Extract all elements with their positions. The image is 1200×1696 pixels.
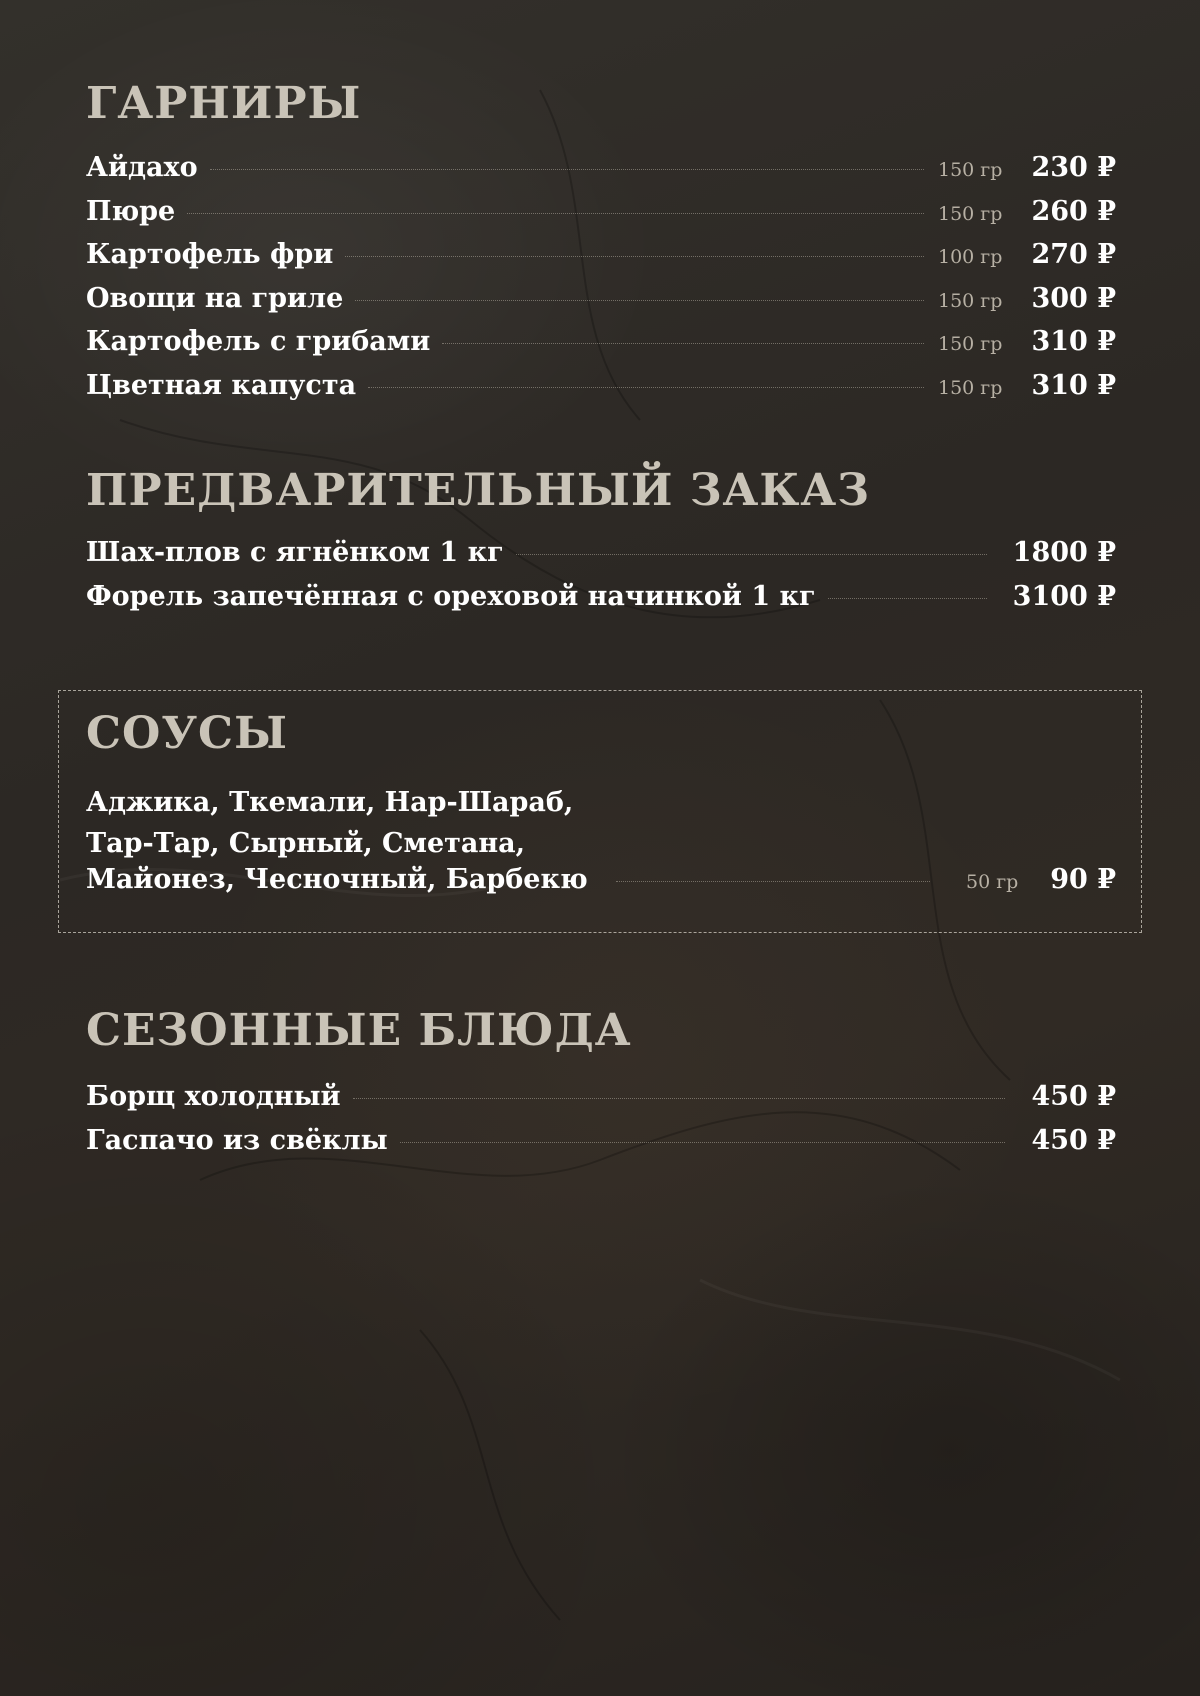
item-name: Гаспачо из свёклы [86, 1124, 388, 1156]
menu-item [86, 1125, 1116, 1169]
sauces-list [86, 782, 1116, 905]
sauce-price-row [86, 864, 1116, 905]
sauce-line: Майонез, Чесночный, Барбекю [86, 864, 588, 895]
sauce-line: Тар-Тар, Сырный, Сметана, [86, 828, 526, 859]
item-name: Борщ холодный [86, 1081, 341, 1112]
garnish-list [86, 152, 1116, 414]
menu-item [86, 370, 1116, 414]
dotted-leader [210, 169, 924, 170]
garnish-title: ГАРНИРЫ [86, 78, 362, 129]
dotted-leader [828, 598, 987, 599]
item-weight: 150 гр [938, 376, 1003, 399]
item-name: Цветная капуста [86, 369, 357, 401]
item-weight: 150 гр [938, 202, 1003, 225]
item-price: 90 ₽ [1050, 864, 1116, 895]
item-name: Форель запечённая с ореховой начинкой 1 кг [86, 580, 816, 612]
item-price: 450 ₽ [1031, 1124, 1116, 1156]
item-price: 260 ₽ [1031, 195, 1116, 227]
item-price: 310 ₽ [1031, 369, 1116, 401]
seasonal-section [86, 1005, 1116, 1168]
menu-item [86, 326, 1116, 370]
menu-item [86, 239, 1116, 283]
item-price: 270 ₽ [1031, 239, 1116, 271]
item-name: Овощи на гриле [86, 282, 344, 314]
dotted-leader [516, 554, 987, 555]
item-weight: 150 гр [938, 333, 1003, 356]
dotted-leader [368, 387, 924, 388]
menu-item [86, 1081, 1116, 1125]
menu-item [86, 152, 1116, 196]
dotted-leader [187, 213, 924, 214]
preorder-section [86, 465, 1116, 624]
item-weight: 150 гр [938, 159, 1003, 181]
item-weight: 150 гр [938, 289, 1003, 312]
item-price: 230 ₽ [1031, 152, 1116, 183]
sauce-line: Аджика, Ткемали, Нар-Шараб, [86, 787, 574, 818]
item-name: Картофель фри [86, 239, 334, 271]
dotted-leader [355, 300, 924, 301]
item-name: Пюре [86, 195, 176, 227]
garnish-section [86, 78, 1116, 414]
item-price: 3100 ₽ [1012, 580, 1116, 612]
item-weight: 100 гр [938, 246, 1003, 269]
sauces-title: СОУСЫ [86, 708, 288, 759]
item-name: Картофель с грибами [86, 326, 431, 358]
item-price: 310 ₽ [1031, 326, 1116, 358]
menu-item [86, 196, 1116, 240]
dotted-leader [345, 256, 924, 257]
dotted-leader [442, 343, 924, 344]
item-price: 450 ₽ [1031, 1081, 1116, 1112]
item-name: Шах-плов с ягнёнком 1 кг [86, 537, 504, 568]
dotted-leader [353, 1098, 1006, 1099]
dotted-leader [616, 881, 930, 882]
seasonal-title: СЕЗОННЫЕ БЛЮДА [86, 1005, 632, 1056]
seasonal-list [86, 1081, 1116, 1168]
item-weight: 50 гр [966, 871, 1019, 893]
sauces-section [86, 708, 1116, 905]
item-name: Айдахо [86, 152, 198, 183]
dotted-leader [400, 1142, 1006, 1143]
preorder-list [86, 537, 1116, 624]
preorder-title: ПРЕДВАРИТЕЛЬНЫЙ ЗАКАЗ [86, 465, 870, 516]
item-price: 300 ₽ [1031, 282, 1116, 314]
item-price: 1800 ₽ [1012, 537, 1116, 568]
menu-item [86, 283, 1116, 327]
menu-item [86, 581, 1116, 625]
menu-item [86, 537, 1116, 581]
